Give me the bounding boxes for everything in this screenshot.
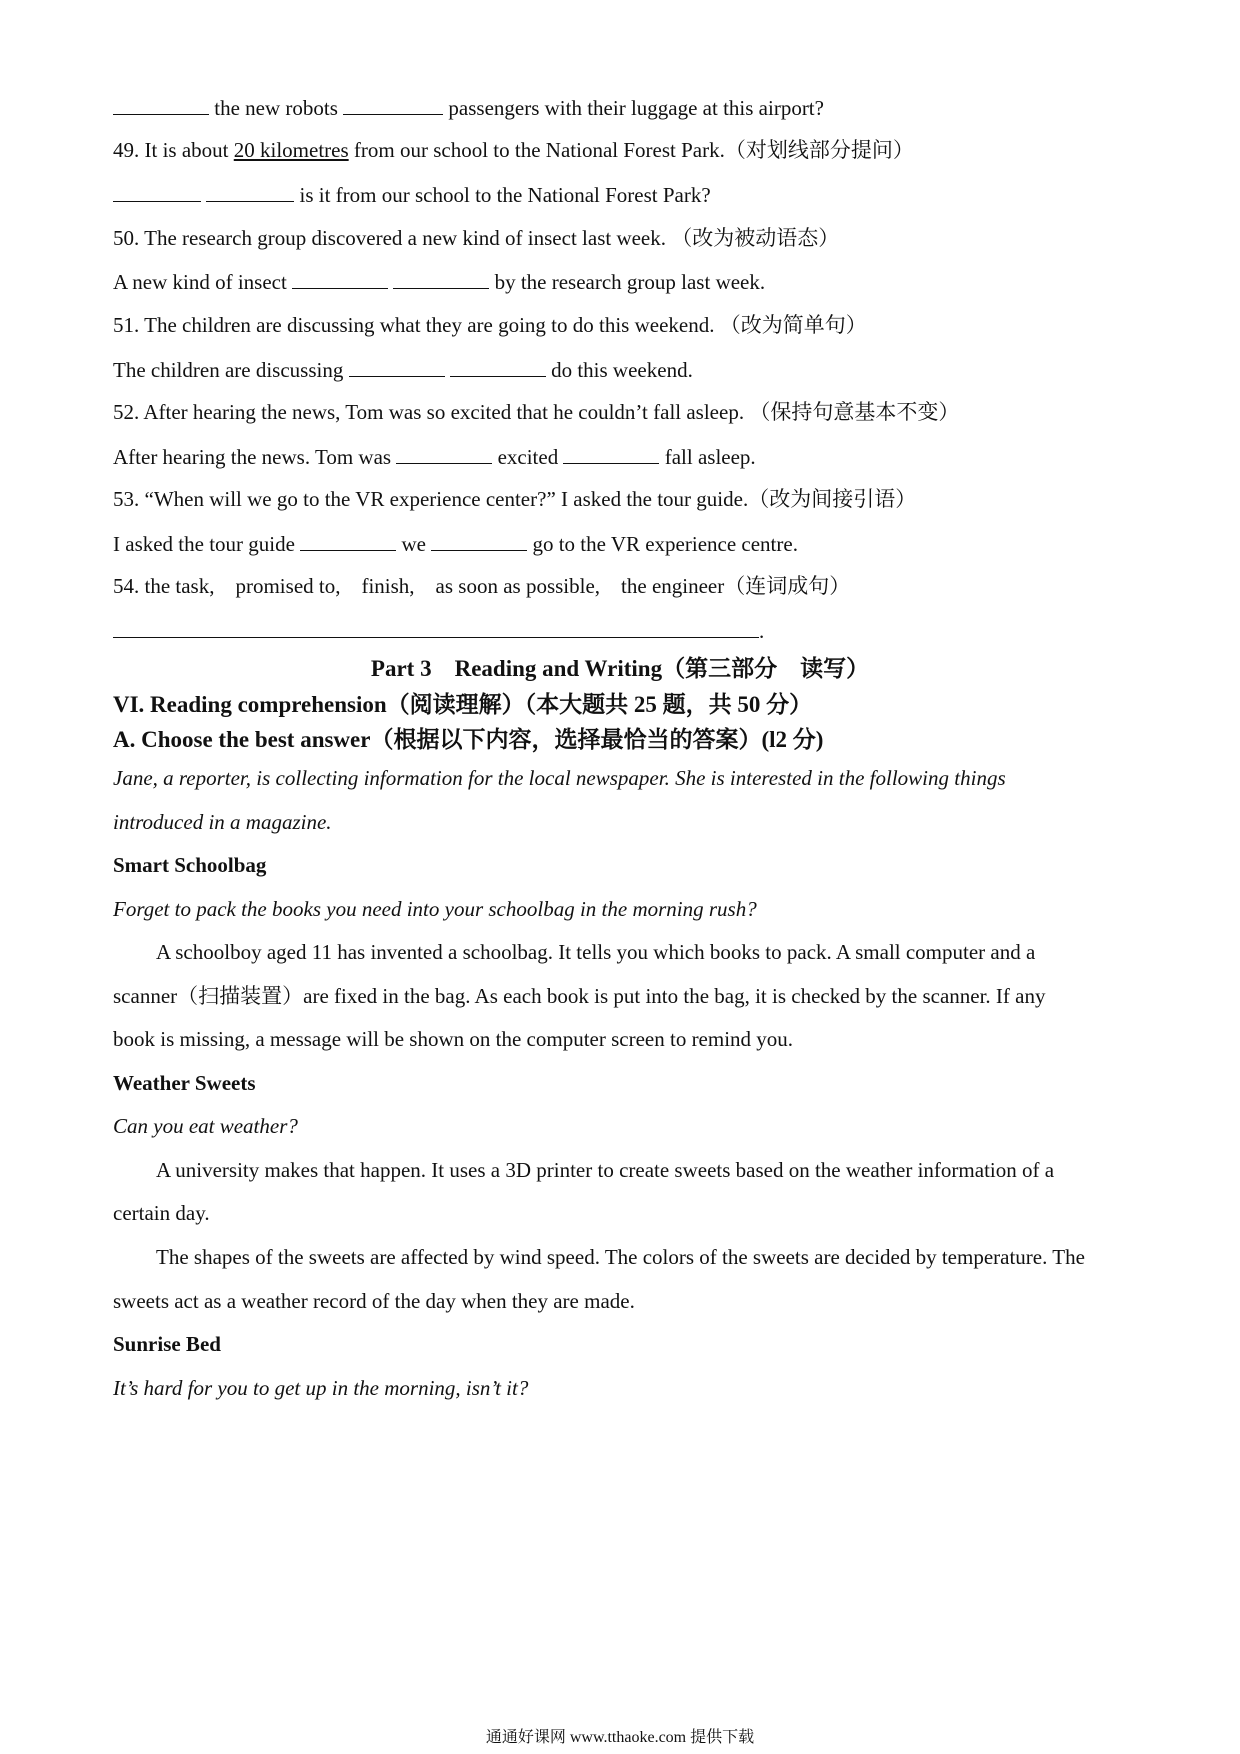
paragraph-line: sweets act as a weather record of the day when they are made. xyxy=(113,1289,635,1313)
blank[interactable] xyxy=(300,530,396,551)
blank[interactable] xyxy=(206,181,294,202)
section-a-heading: A. Choose the best answer（根据以下内容，选择最恰当的答案）(l2 分) xyxy=(113,727,824,752)
blank[interactable] xyxy=(349,356,445,377)
smart-schoolbag-question: Forget to pack the books you need into your schoolbag in the morning rush? xyxy=(113,897,757,921)
question-50: 50. The research group discovered a new kind of insect last week. （改为被动语态） xyxy=(113,226,840,250)
blank[interactable] xyxy=(292,268,388,289)
question-51: 51. The children are discussing what they are going to do this weekend. （改为简单句） xyxy=(113,313,867,337)
page-footer: 通通好课网 www.tthaoke.com 提供下载 xyxy=(485,1729,755,1746)
question-54: 54. the task, promised to, finish, as soon as possible, the engineer（连词成句） xyxy=(113,574,851,598)
blank[interactable] xyxy=(113,94,209,115)
q51-answer-line: The children are discussing do this weekend. xyxy=(113,358,693,382)
blank[interactable] xyxy=(343,94,443,115)
blank[interactable] xyxy=(113,617,759,638)
blank[interactable] xyxy=(393,268,489,289)
blank[interactable] xyxy=(563,443,659,464)
paragraph-line: certain day. xyxy=(113,1201,210,1225)
part3-heading: Part 3 Reading and Writing（第三部分 读写） xyxy=(370,656,870,681)
question-52: 52. After hearing the news, Tom was so excited that he couldn’t fall asleep. （保持句意基本不变） xyxy=(113,400,960,424)
paragraph-line: scanner（扫描装置）are fixed in the bag. As each book is put into the bag, it is checked by the scanner. If any xyxy=(113,984,1046,1008)
paragraph-line: A schoolboy aged 11 has invented a schoolbag. It tells you which books to pack. A small computer and a xyxy=(156,940,1036,964)
underlined-phrase: 20 kilometres xyxy=(233,138,349,162)
blank[interactable] xyxy=(450,356,546,377)
q52-answer-line: After hearing the news. Tom was excited fall asleep. xyxy=(113,445,756,469)
q53-answer-line: I asked the tour guide we go to the VR experience centre. xyxy=(113,532,798,556)
blank[interactable] xyxy=(396,443,492,464)
paragraph-line: A university makes that happen. It uses a 3D printer to create sweets based on the weather information of a xyxy=(156,1158,1055,1182)
intro-line-1: Jane, a reporter, is collecting information for the local newspaper. She is interested in the following things xyxy=(113,766,1006,790)
question-53: 53. “When will we go to the VR experience center?” I asked the tour guide.（改为间接引语） xyxy=(113,487,917,511)
sunrise-bed-title: Sunrise Bed xyxy=(113,1332,221,1356)
intro-line-2: introduced in a magazine. xyxy=(113,810,332,834)
q48-answer-line: the new robots passengers with their luggage at this airport? xyxy=(113,94,824,121)
weather-sweets-question: Can you eat weather? xyxy=(113,1114,298,1138)
q54-answer-line: . xyxy=(113,617,764,644)
blank[interactable] xyxy=(113,181,201,202)
weather-sweets-title: Weather Sweets xyxy=(113,1071,256,1095)
q50-answer-line: A new kind of insect by the research group last week. xyxy=(113,270,766,294)
paragraph-line: The shapes of the sweets are affected by wind speed. The colors of the sweets are decided by temperature. The xyxy=(156,1245,1085,1269)
section-vi-heading: VI. Reading comprehension（阅读理解）（本大题共 25 题，共 50 分） xyxy=(113,692,813,717)
blank[interactable] xyxy=(431,530,527,551)
smart-schoolbag-title: Smart Schoolbag xyxy=(113,853,267,877)
q49-answer-line: is it from our school to the National Forest Park? xyxy=(113,181,711,208)
question-49: 49. It is about 20 kilometres from our school to the National Forest Park.（对划线部分提问） xyxy=(113,138,914,162)
sunrise-bed-question: It’s hard for you to get up in the morning, isn’t it? xyxy=(113,1376,529,1400)
paragraph-line: book is missing, a message will be shown on the computer screen to remind you. xyxy=(113,1027,794,1051)
